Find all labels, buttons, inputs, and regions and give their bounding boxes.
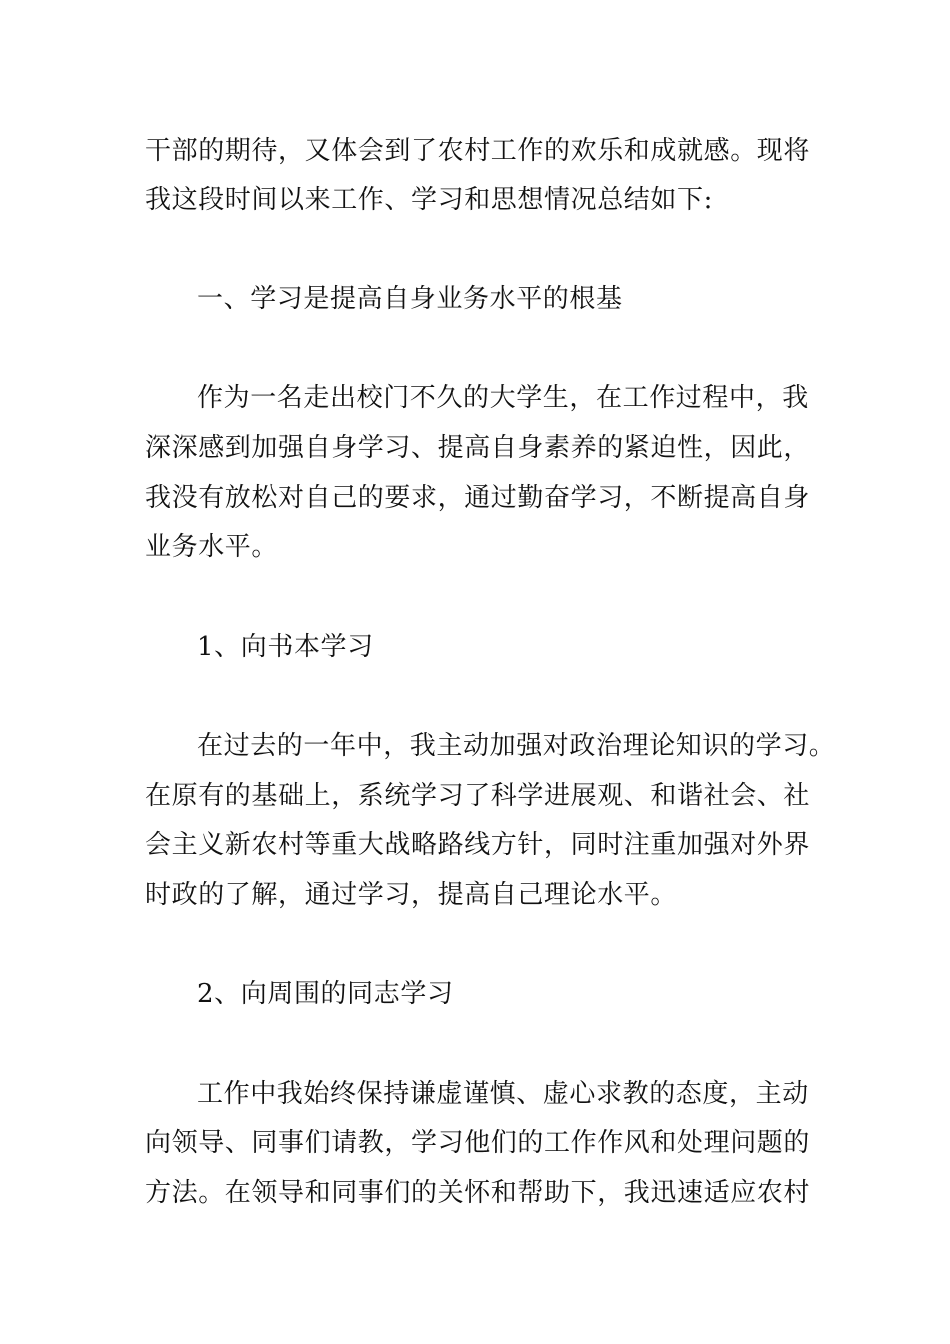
section-heading: 一、学习是提高自身业务水平的根基 [197,284,623,314]
paragraph-line: 作为一名走出校门不久的大学生，在工作过程中，我 [197,383,809,413]
paragraph-line: 方法。在领导和同事们的关怀和帮助下，我迅速适应农村 [145,1178,811,1208]
paragraph-line: 在过去的一年中，我主动加强对政治理论知识的学习。 [197,731,836,761]
subsection-heading: 2、向周围的同志学习 [197,979,454,1009]
paragraph-line: 会主义新农村等重大战略路线方针，同时注重加强对外界 [145,830,811,860]
intro-line: 我这段时间以来工作、学习和思想情况总结如下: [145,185,713,215]
paragraph-line: 深深感到加强自身学习、提高自身素养的紧迫性，因此， [145,433,811,463]
paragraph-line: 我没有放松对自己的要求，通过勤奋学习，不断提高自身 [145,483,811,513]
intro-line: 干部的期待，又体会到了农村工作的欢乐和成就感。现将 [145,136,811,166]
paragraph-line: 时政的了解，通过学习，提高自己理论水平。 [145,880,678,910]
paragraph-line: 向领导、同事们请教，学习他们的工作作风和处理问题的 [145,1128,811,1158]
paragraph-line: 在原有的基础上，系统学习了科学进展观、和谐社会、社 [145,781,811,811]
paragraph-line: 工作中我始终保持谦虚谨慎、虚心求教的态度，主动 [197,1079,809,1109]
subsection-heading: 1、向书本学习 [197,632,374,662]
paragraph-line: 业务水平。 [145,532,279,562]
